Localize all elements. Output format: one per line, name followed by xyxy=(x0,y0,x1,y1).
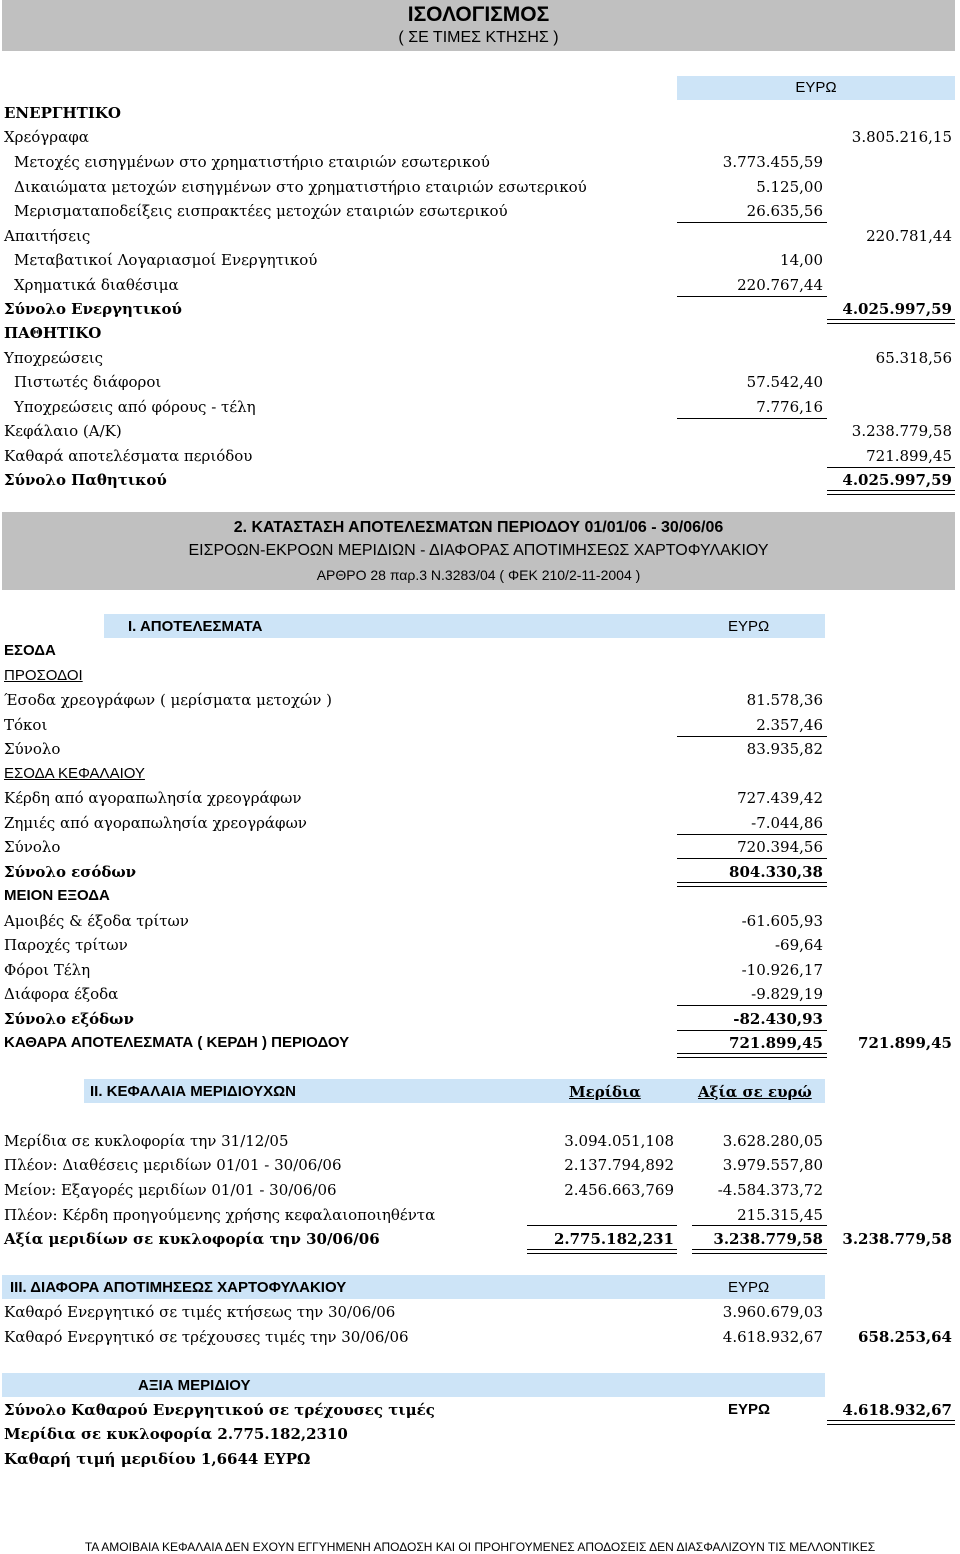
capital-label: Κεφάλαιο (Α/Κ) xyxy=(4,422,122,440)
unit-value-bar xyxy=(2,1373,825,1397)
value-column-header: Αξία σε ευρώ xyxy=(698,1083,812,1101)
total-rule xyxy=(692,1249,827,1254)
unit-total-units: 2.775.182,231 xyxy=(553,1230,674,1248)
capital-income-label: Κέρδη από αγοραπωλησία χρεογράφων xyxy=(4,789,302,807)
valuation-row-value: 4.618.932,67 xyxy=(722,1328,823,1346)
expense-label: Παροχές τρίτων xyxy=(4,936,128,954)
securities-item-value: 26.635,56 xyxy=(746,202,823,220)
total-rule xyxy=(527,1249,677,1254)
unit-row-label: Πλέον: Διαθέσεις μεριδίων 01/01 - 30/06/06 xyxy=(4,1156,342,1174)
subtotal-rule xyxy=(677,296,827,297)
obligations-total: 65.318,56 xyxy=(875,349,952,367)
balance-title: ΙΣΟΛΟΓΙΣΜΟΣ xyxy=(407,3,550,26)
statement-header xyxy=(2,512,955,590)
receivables-item-label: Μεταβατικοί Λογαριασμοί Ενεργητικού xyxy=(14,251,318,269)
results-currency: ΕΥΡΩ xyxy=(728,618,770,635)
proceeds-value: 81.578,36 xyxy=(746,691,823,709)
net-results-heading: ΚΑΘΑΡΑ ΑΠΟΤΕΛΕΣΜΑΤΑ ( ΚΕΡΔΗ ) ΠΕΡΙΟΔΟΥ xyxy=(4,1034,350,1051)
proceeds-heading: ΠΡΟΣΟΔΟΙ xyxy=(4,667,83,684)
receivables-item-value: 14,00 xyxy=(780,251,823,269)
liabilities-heading: ΠΑΘΗΤΙΚΟ xyxy=(4,324,102,342)
total-expenses-label: Σύνολο εξόδων xyxy=(4,1010,134,1028)
expense-label: Φόροι Τέλη xyxy=(4,961,91,979)
assets-heading: ΕΝΕΡΓΗΤΙΚΟ xyxy=(4,104,121,122)
total-liabilities-label: Σύνολο Παθητικού xyxy=(4,471,167,489)
subtotal-rule xyxy=(827,467,955,468)
net-results-value: 721.899,45 xyxy=(866,447,952,465)
subtotal-rule xyxy=(677,858,827,859)
total-assets-value: 4.025.997,59 xyxy=(842,300,952,318)
net-assets-currency: ΕΥΡΩ xyxy=(728,1401,771,1418)
subtotal-rule xyxy=(677,222,827,223)
valuation-difference: 658.253,64 xyxy=(858,1328,952,1346)
balance-subtitle: ( ΣΕ ΤΙΜΕΣ ΚΤΗΣΗΣ ) xyxy=(398,29,559,46)
unit-row-units: 2.137.794,892 xyxy=(564,1156,674,1174)
total-liabilities-value: 4.025.997,59 xyxy=(842,471,952,489)
expense-label: Αμοιβές & έξοδα τρίτων xyxy=(4,912,189,930)
obligations-item-label: Πιστωτές διάφοροι xyxy=(14,373,162,391)
statement-subtitle: ΕΙΣΡΟΩΝ-ΕΚΡΟΩΝ ΜΕΡΙΔΙΩΝ - ΔΙΑΦΟΡΑΣ ΑΠΟΤΙΜΗΣΕΩΣ ΧΑΡΤΟΦΥΛΑΚΙΟΥ xyxy=(188,542,769,559)
statement-law: ΑΡΘΡΟ 28 παρ.3 Ν.3283/04 ( ΦΕΚ 210/2-11-2004 ) xyxy=(316,567,641,583)
net-assets-value: 4.618.932,67 xyxy=(842,1401,952,1419)
receivables-item-value: 220.767,44 xyxy=(737,276,823,294)
units-outstanding: Μερίδια σε κυκλοφορία 2.775.182,2310 xyxy=(4,1425,348,1443)
securities-item-label: Δικαιώματα μετοχών εισηγμένων στο χρηματιστήριο εταιριών εσωτερικού xyxy=(14,178,587,196)
unit-total-grand: 3.238.779,58 xyxy=(842,1230,952,1248)
disclaimer: ΤΑ ΑΜΟΙΒΑΙΑ ΚΕΦΑΛΑΙΑ ΔΕΝ ΕΧΟΥΝ ΕΓΓΥΗΜΕΝΗ ΑΠΟΔΟΣΗ ΚΑΙ ΟΙ ΠΡΟΗΓΟΥΜΕΝΕΣ ΑΠΟΔΟΣΕΙΣ ΔΕΝ ΔΙΑΣΦΑΛΙΖΟΥΝ ΤΙΣ ΜΕΛΛΟΝΤΙΚΕΣ xyxy=(84,1540,876,1554)
subtotal-rule xyxy=(677,1030,827,1031)
unit-row-label: Μερίδια σε κυκλοφορία την 31/12/05 xyxy=(4,1132,289,1150)
net-results-total: 721.899,45 xyxy=(858,1034,952,1052)
subtotal-rule xyxy=(677,418,827,419)
balance-currency: ΕΥΡΩ xyxy=(795,79,837,96)
securities-label: Χρεόγραφα xyxy=(4,128,89,146)
unit-row-units: 3.094.051,108 xyxy=(564,1132,674,1150)
receivables-item-label: Χρηματικά διαθέσιμα xyxy=(14,276,179,294)
capital-value: 3.238.779,58 xyxy=(851,422,952,440)
securities-total: 3.805.216,15 xyxy=(851,128,952,146)
capital-income-label: Ζημιές από αγοραπωλησία χρεογράφων xyxy=(4,814,307,832)
obligations-item-label: Υποχρεώσεις από φόρους - τέλη xyxy=(14,398,256,416)
capital-income-value: 720.394,56 xyxy=(737,838,823,856)
receivables-label: Απαιτήσεις xyxy=(4,227,91,245)
unit-row-value: -4.584.373,72 xyxy=(717,1181,823,1199)
obligations-item-value: 7.776,16 xyxy=(756,398,823,416)
securities-item-value: 5.125,00 xyxy=(756,178,823,196)
capital-income-label: Σύνολο xyxy=(4,838,61,856)
proceeds-value: 83.935,82 xyxy=(746,740,823,758)
valuation-row-label: Καθαρό Ενεργητικό σε τιμές κτήσεως την 30/06/06 xyxy=(4,1303,396,1321)
total-rule xyxy=(827,319,955,324)
results-heading: Ι. ΑΠΟΤΕΛΕΣΜΑΤΑ xyxy=(128,618,263,635)
unit-row-value: 215.315,45 xyxy=(737,1206,823,1224)
unit-capital-heading: ΙΙ. ΚΕΦΑΛΑΙΑ ΜΕΡΙΔΙΟΥΧΩΝ xyxy=(90,1083,296,1100)
proceeds-label: Τόκοι xyxy=(4,716,48,734)
proceeds-value: 2.357,46 xyxy=(756,716,823,734)
unit-row-value: 3.628.280,05 xyxy=(722,1132,823,1150)
total-rule xyxy=(677,882,827,887)
obligations-item-value: 57.542,40 xyxy=(746,373,823,391)
securities-item-value: 3.773.455,59 xyxy=(722,153,823,171)
valuation-row-label: Καθαρό Ενεργητικό σε τρέχουσες τιμές την 30/06/06 xyxy=(4,1328,409,1346)
expense-value: -69,64 xyxy=(774,936,823,954)
income-heading: ΕΣΟΔΑ xyxy=(4,642,56,659)
valuation-currency: ΕΥΡΩ xyxy=(728,1279,770,1296)
subtotal-rule xyxy=(677,834,827,835)
securities-item-label: Μετοχές εισηγμένων στο χρηματιστήριο εταιριών εσωτερικού xyxy=(14,153,490,171)
proceeds-label: Έσοδα χρεογράφων ( μερίσματα μετοχών ) xyxy=(4,691,333,709)
unit-total-label: Αξία μεριδίων σε κυκλοφορία την 30/06/06 xyxy=(4,1230,380,1248)
obligations-label: Υποχρεώσεις xyxy=(4,349,103,367)
unit-value-heading: ΑΞΙΑ ΜΕΡΙΔΙΟΥ xyxy=(138,1377,251,1394)
unit-total-value: 3.238.779,58 xyxy=(713,1230,823,1248)
expense-value: -61.605,93 xyxy=(741,912,823,930)
proceeds-label: Σύνολο xyxy=(4,740,61,758)
capital-income-heading: ΕΣΟΔΑ ΚΕΦΑΛΑΙΟΥ xyxy=(4,765,145,782)
subtotal-rule xyxy=(677,736,827,737)
balance-header xyxy=(2,0,955,51)
capital-income-value: 727.439,42 xyxy=(737,789,823,807)
total-expenses-value: -82.430,93 xyxy=(733,1010,823,1028)
units-column-header: Μερίδια xyxy=(569,1083,641,1101)
unit-row-label: Πλέον: Κέρδη προηγούμενης χρήσης κεφαλαιοποιηθέντα xyxy=(4,1206,436,1224)
expenses-heading: ΜΕΙΟΝ ΕΞΟΔΑ xyxy=(4,887,110,904)
expense-value: -10.926,17 xyxy=(741,961,823,979)
expense-value: -9.829,19 xyxy=(751,985,823,1003)
receivables-total: 220.781,44 xyxy=(866,227,952,245)
net-assets-label: Σύνολο Καθαρού Ενεργητικού σε τρέχουσες τιμές xyxy=(4,1401,435,1419)
net-results-subvalue: 721.899,45 xyxy=(729,1034,823,1052)
unit-row-label: Μείον: Εξαγορές μεριδίων 01/01 - 30/06/06 xyxy=(4,1181,337,1199)
unit-row-value: 3.979.557,80 xyxy=(722,1156,823,1174)
subtotal-rule xyxy=(692,1225,827,1226)
subtotal-rule xyxy=(677,1005,827,1006)
unit-row-units: 2.456.663,769 xyxy=(564,1181,674,1199)
total-income-label: Σύνολο εσόδων xyxy=(4,863,137,881)
total-rule xyxy=(827,490,955,495)
expense-label: Διάφορα έξοδα xyxy=(4,985,119,1003)
valuation-row-value: 3.960.679,03 xyxy=(722,1303,823,1321)
statement-title: 2. ΚΑΤΑΣΤΑΣΗ ΑΠΟΤΕΛΕΣΜΑΤΩΝ ΠΕΡΙΟΔΟΥ 01/01/06 - 30/06/06 xyxy=(233,519,724,536)
total-assets-label: Σύνολο Ενεργητικού xyxy=(4,300,182,318)
total-income-value: 804.330,38 xyxy=(729,863,823,881)
valuation-heading: ΙΙΙ. ΔΙΑΦΟΡΑ ΑΠΟΤΙΜΗΣΕΩΣ ΧΑΡΤΟΦΥΛΑΚΙΟΥ xyxy=(10,1279,347,1296)
capital-income-value: -7.044,86 xyxy=(751,814,823,832)
net-results-label: Καθαρά αποτελέσματα περιόδου xyxy=(4,447,253,465)
unit-price: Καθαρή τιμή μεριδίου 1,6644 ΕΥΡΩ xyxy=(4,1450,311,1468)
subtotal-rule xyxy=(527,1225,677,1226)
securities-item-label: Μερισματαποδείξεις εισπρακτέες μετοχών εταιριών εσωτερικού xyxy=(14,202,508,220)
total-rule xyxy=(827,1420,955,1425)
total-rule xyxy=(677,1053,827,1058)
